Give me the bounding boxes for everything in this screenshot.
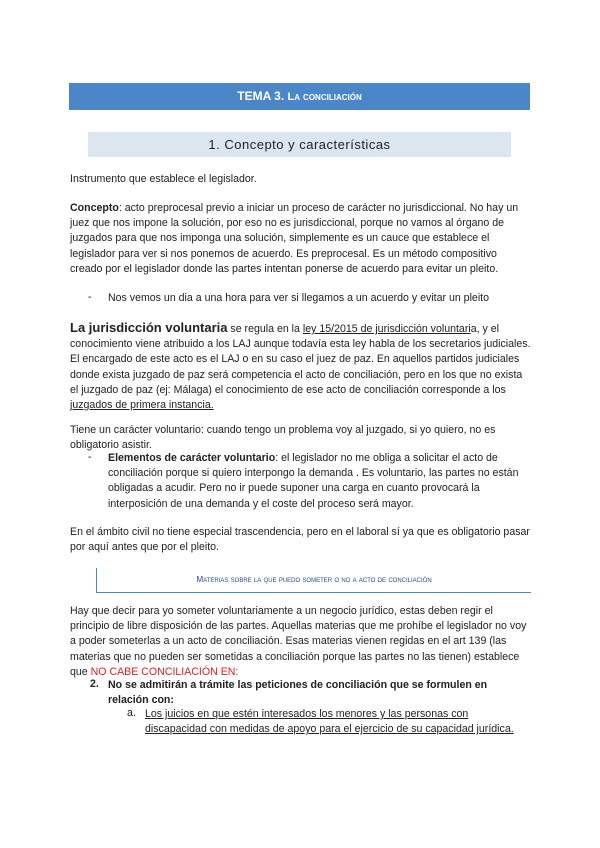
jurisdiccion-text-a: se regula en la xyxy=(227,323,303,335)
highlight-text: NO CABE CONCILIACIÓN EN: xyxy=(90,665,239,678)
bullet-text: Nos vemos un dia a una hora para ver si llegamos a un acuerdo y evitar un pleito xyxy=(108,292,490,304)
elementos-text: : el legislador no me obliga a solicitar el acto de conciliación porque si quiero interpongo la demanda . Es voluntario, las partes no están obligadas a acudir. Pero no ir puede suponer una carga en cuanto provocará la interposición de una demanda y el coste del proceso será mayor. xyxy=(108,452,519,510)
topic-header xyxy=(69,83,530,110)
bullet-marker: - xyxy=(88,451,92,463)
subtopic-heading: Materias sobre la que puedo someter o no a acto de conciliación xyxy=(96,568,531,593)
jurisdiccion-text-b: a, y el conocimiento viene atribuido a los LAJ aunque todavía esta ley habla de los secretarios judiciales. El encargado de este acto es el LAJ o en su caso el juez de paz. En aquellos partidos judiciales donde exista juzgado de paz será competencia el acto de conciliación, pero en los que no exista el juzgado de paz (ej: Málaga) el conocimiento de ese acto de conciliación corresponde a los xyxy=(70,323,531,396)
materias-text: Hay que decir para yo someter voluntariamente a un negocio jurídico, estas deben regir el principio de libre disposición de las partes. Aquellas materias que me prohíbe el legislador no voy a poder someterlas a un acto de conciliación. Esas materias vienen regidas en el art 139 (las materias que no pueden ser sometidas a conciliación porque las partes no las tienen) establece que xyxy=(70,605,527,678)
section-title: 1. Concepto y características xyxy=(88,132,511,157)
law-reference: ley 15/2015 de jurisdicción voluntari xyxy=(302,323,471,335)
voluntario-paragraph: Tiene un carácter voluntario: cuando tengo un problema voy al juzgado, si yo quiero, no es obligatorio asistir. xyxy=(70,424,496,452)
concepto-text: : acto preprocesal previo a iniciar un proceso de carácter no jurisdiccional. No hay un juez que nos impone la solución, por eso no es jurisdiccional, porque no vamos al órgano de juzgados para que nos imponga una solución, simplemente es un cauce que establece el legislador para ver si nos ponemos de acuerdo. Es preprocesal. Es un método compositivo creado por el legislador donde las partes intentan ponerse de acuerdo para evitar un pleito. xyxy=(70,202,519,275)
materias-paragraph xyxy=(70,604,532,680)
concepto-paragraph xyxy=(70,201,532,277)
list-number: 2. xyxy=(90,678,99,690)
ambito-paragraph: En el ámbito civil no tiene especial trascendencia, pero en el laboral sí ya que es obligatorio pasar por aquí antes que por el pleito. xyxy=(70,526,530,554)
jurisdiccion-label: La jurisdicción voluntaria xyxy=(70,320,228,335)
elementos-bullet xyxy=(108,451,528,512)
intro-paragraph: Instrumento que establece el legislador. xyxy=(70,173,257,185)
topic-title: La conciliación xyxy=(287,91,362,103)
court-reference: juzgados de primera instancia. xyxy=(70,399,214,412)
list-letter: a. xyxy=(127,707,136,719)
list-subitem-text: Los juicios en que estén interesados los menores y las personas con discapacidad con medidas de apoyo para el ejercicio de su capacidad jurídica. xyxy=(145,708,514,736)
list-item-text: No se admitirán a trámite las peticiones de conciliación que se formulen en relación con: xyxy=(108,679,488,707)
jurisdiccion-paragraph xyxy=(70,320,532,413)
topic-prefix: TEMA 3. xyxy=(237,89,288,103)
elementos-label: Elementos de carácter voluntario xyxy=(108,452,276,464)
concepto-label: Concepto xyxy=(70,202,119,214)
bullet-marker: - xyxy=(88,291,92,303)
